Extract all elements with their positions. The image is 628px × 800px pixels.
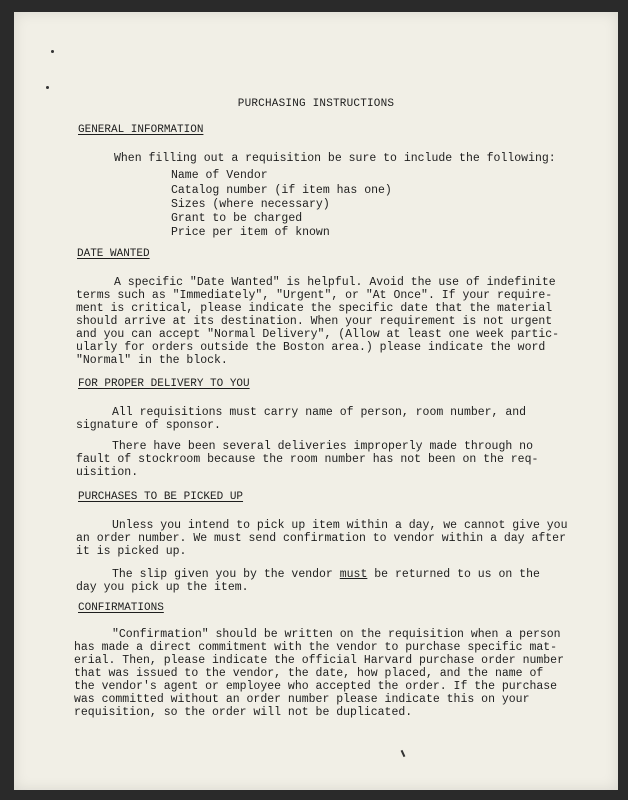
document-page	[14, 12, 618, 790]
section-heading-general: GENERAL INFORMATION	[78, 124, 204, 136]
paragraph-line: day you pick up the item.	[76, 581, 249, 594]
paragraph-line: All requisitions must carry name of person, room number, and	[112, 406, 527, 419]
pickup-paragraph-1	[76, 519, 576, 558]
paragraph-line: uisition.	[76, 466, 139, 479]
paragraph-line: signature of sponsor.	[76, 419, 221, 432]
paragraph-line: an order number. We must send confirmation to vendor within a day after	[76, 532, 566, 545]
paragraph-line: "Normal" in the block.	[76, 354, 228, 367]
date-wanted-paragraph	[76, 276, 576, 367]
paragraph-line: terms such as "Immediately", "Urgent", or "At Once". If your require-	[76, 289, 553, 302]
paragraph-line: "Confirmation" should be written on the requisition when a person	[112, 628, 561, 641]
paragraph-line: fault of stockroom because the room number has not been on the req-	[76, 453, 539, 466]
paragraph-line: requisition, so the order will not be duplicated.	[74, 706, 413, 719]
general-item: Catalog number (if item has one)	[171, 184, 392, 197]
delivery-paragraph-1	[76, 406, 576, 432]
paragraph-line: erial. Then, please indicate the official Harvard purchase order number	[74, 654, 564, 667]
general-item: Price per item of known	[171, 226, 330, 239]
delivery-paragraph-2	[76, 440, 576, 479]
paragraph-line: the vendor's agent or employee who accepted the order. If the purchase	[74, 680, 558, 693]
text-segment: The slip given you by the vendor	[112, 568, 340, 581]
document-title: PURCHASING INSTRUCTIONS	[237, 98, 395, 110]
paragraph-line: Unless you intend to pick up item within a day, we cannot give you	[112, 519, 568, 532]
paragraph-line: and you can accept "Normal Delivery", (Allow at least one week partic-	[76, 328, 560, 341]
confirmations-paragraph	[74, 628, 574, 719]
text-segment: be returned to us on the	[367, 568, 540, 581]
paragraph-line: A specific "Date Wanted" is helpful. Avoid the use of indefinite	[114, 276, 556, 289]
paragraph-line: it is picked up.	[76, 545, 187, 558]
section-heading-delivery: FOR PROPER DELIVERY TO YOU	[78, 378, 250, 390]
paragraph-line: There have been several deliveries improperly made through no	[112, 440, 533, 453]
emphasis-must: must	[339, 568, 368, 581]
paragraph-line: ularly for orders outside the Boston area.) please indicate the word	[76, 341, 546, 354]
paragraph-line: was committed without an order number please indicate this on your	[74, 693, 530, 706]
general-item: Grant to be charged	[171, 212, 303, 225]
section-heading-confirmations: CONFIRMATIONS	[78, 602, 164, 614]
paragraph-line: ment is critical, please indicate the specific date that the material	[76, 302, 553, 315]
document-content	[14, 12, 618, 790]
general-intro: When filling out a requisition be sure to include the following:	[114, 152, 556, 165]
section-heading-pickup: PURCHASES TO BE PICKED UP	[78, 491, 244, 503]
paragraph-line: has made a direct commitment with the vendor to purchase specific mat-	[74, 641, 558, 654]
paragraph-line: that was issued to the vendor, the date, how placed, and the name of	[74, 667, 544, 680]
general-item: Name of Vendor	[171, 169, 268, 182]
pickup-paragraph-2	[76, 568, 576, 594]
paragraph-line	[76, 568, 576, 581]
general-item: Sizes (where necessary)	[171, 198, 330, 211]
paragraph-line: should arrive at its destination. When your requirement is not urgent	[76, 315, 553, 328]
section-heading-date-wanted: DATE WANTED	[77, 248, 150, 260]
